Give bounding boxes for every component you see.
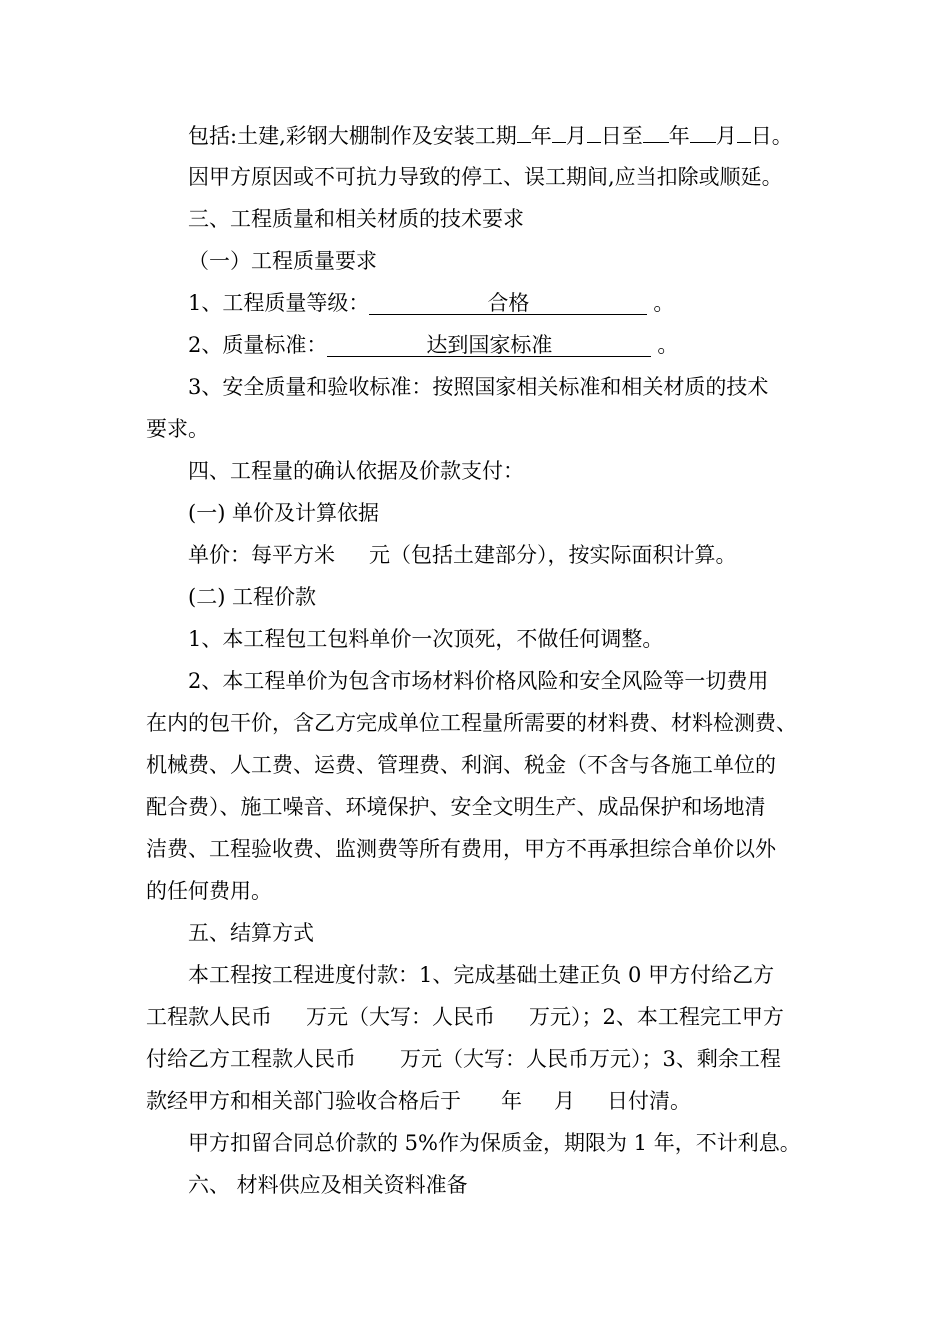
paragraph-text: 付给乙方工程款人民币 xyxy=(146,1047,356,1071)
year-label: 年 xyxy=(501,1089,522,1113)
subsection-heading xyxy=(188,498,379,528)
paragraph-text: 要求。 xyxy=(146,417,209,441)
paragraph-text: 万元）；2、本工程完工甲方 xyxy=(529,1005,784,1029)
year-label: 年 xyxy=(668,124,690,148)
section-heading xyxy=(188,456,524,486)
paragraph-text: 洁费、工程验收费、监测费等所有费用，甲方不再承担综合单价以外 xyxy=(146,837,776,861)
heading-text: 三、工程质量和相关材质的技术要求 xyxy=(188,207,524,231)
day-to-label: 日至 xyxy=(600,124,643,148)
paragraph-line xyxy=(188,624,663,654)
paragraph-line xyxy=(146,1002,784,1032)
paragraph-text: 甲方扣留合同总价款的 5%作为保质金，期限为 1 年，不计利息。 xyxy=(188,1131,801,1155)
paragraph-line xyxy=(188,960,774,990)
month-label: 月 xyxy=(715,124,737,148)
paragraph-text: 万元（大写：人民币万元）；3、剩余工程 xyxy=(400,1047,781,1071)
paragraph-line xyxy=(146,708,797,738)
paragraph-line xyxy=(146,750,776,780)
year-label: 年 xyxy=(530,124,552,148)
paragraph-line xyxy=(146,834,776,864)
unit-price-label: 单价：每平方米 xyxy=(188,543,335,567)
quality-standard-field xyxy=(327,334,651,357)
period-line xyxy=(188,120,793,150)
heading-text: (二) 工程价款 xyxy=(188,585,317,609)
section-heading xyxy=(188,204,524,234)
quality-grade-line xyxy=(188,288,674,318)
quality-standard-value: 达到国家标准 xyxy=(426,333,553,357)
heading-text: （一）工程质量要求 xyxy=(188,249,377,273)
paragraph-text: 因甲方原因或不可抗力导致的停工、误工期间,应当扣除或顺延。 xyxy=(188,165,783,189)
unit-price-line xyxy=(188,540,737,570)
blank-field xyxy=(690,120,716,143)
quality-grade-label: 1、工程质量等级： xyxy=(188,291,370,315)
unit-price-text: 元（包括土建部分），按实际面积计算。 xyxy=(369,543,737,567)
paragraph-line xyxy=(188,162,783,192)
paragraph-line xyxy=(188,666,768,696)
blank-field xyxy=(552,120,566,143)
paragraph-text: 配合费）、施工噪音、环境保护、安全文明生产、成品保护和场地清 xyxy=(146,795,766,819)
month-label: 月 xyxy=(565,124,587,148)
period-text: 包括:土建,彩钢大棚制作及安装工期 xyxy=(188,124,517,148)
blank-field xyxy=(517,120,531,143)
paragraph-line xyxy=(188,372,768,402)
paragraph-text: 2、本工程单价为包含市场材料价格风险和安全风险等一切费用 xyxy=(188,669,769,693)
heading-text: 六、 材料供应及相关资料准备 xyxy=(188,1173,468,1197)
paragraph-line xyxy=(146,414,209,444)
paragraph-text: 机械费、人工费、运费、管理费、利润、税金（不含与各施工单位的 xyxy=(146,753,776,777)
paragraph-line xyxy=(146,876,272,906)
heading-text: 五、结算方式 xyxy=(188,921,314,945)
quality-grade-value: 合格 xyxy=(487,291,530,315)
paragraph-text: 的任何费用。 xyxy=(146,879,272,903)
paragraph-text: 工程款人民币 xyxy=(146,1005,272,1029)
day-label: 日。 xyxy=(750,124,793,148)
paragraph-line xyxy=(146,792,766,822)
paragraph-text: 款经甲方和相关部门验收合格后于 xyxy=(146,1089,461,1113)
day-label: 日付清。 xyxy=(607,1089,691,1113)
punctuation: 。 xyxy=(653,291,675,315)
blank-field xyxy=(737,120,751,143)
subsection-heading xyxy=(188,246,377,276)
paragraph-text: 3、安全质量和验收标准：按照国家相关标准和相关材质的技术 xyxy=(188,375,769,399)
paragraph-text: 万元（大写：人民币 xyxy=(306,1005,495,1029)
quality-standard-line xyxy=(188,330,678,360)
paragraph-line xyxy=(146,1044,781,1074)
section-heading xyxy=(188,1170,468,1200)
paragraph-line xyxy=(188,1128,801,1158)
subsection-heading xyxy=(188,582,316,612)
section-heading xyxy=(188,918,314,948)
paragraph-line xyxy=(146,1086,691,1116)
quality-standard-label: 2、质量标准： xyxy=(188,333,328,357)
quality-grade-field xyxy=(369,292,647,315)
heading-text: 四、工程量的确认依据及价款支付： xyxy=(188,459,524,483)
month-label: 月 xyxy=(554,1089,575,1113)
blank-field xyxy=(587,120,601,143)
paragraph-text: 本工程按工程进度付款：1、完成基础土建正负 0 甲方付给乙方 xyxy=(188,963,775,987)
heading-text: (一) 单价及计算依据 xyxy=(188,501,380,525)
paragraph-text: 在内的包干价，含乙方完成单位工程量所需要的材料费、材料检测费、 xyxy=(146,711,797,735)
punctuation: 。 xyxy=(657,333,679,357)
blank-field xyxy=(643,120,669,143)
paragraph-text: 1、本工程包工包料单价一次顶死，不做任何调整。 xyxy=(188,627,664,651)
